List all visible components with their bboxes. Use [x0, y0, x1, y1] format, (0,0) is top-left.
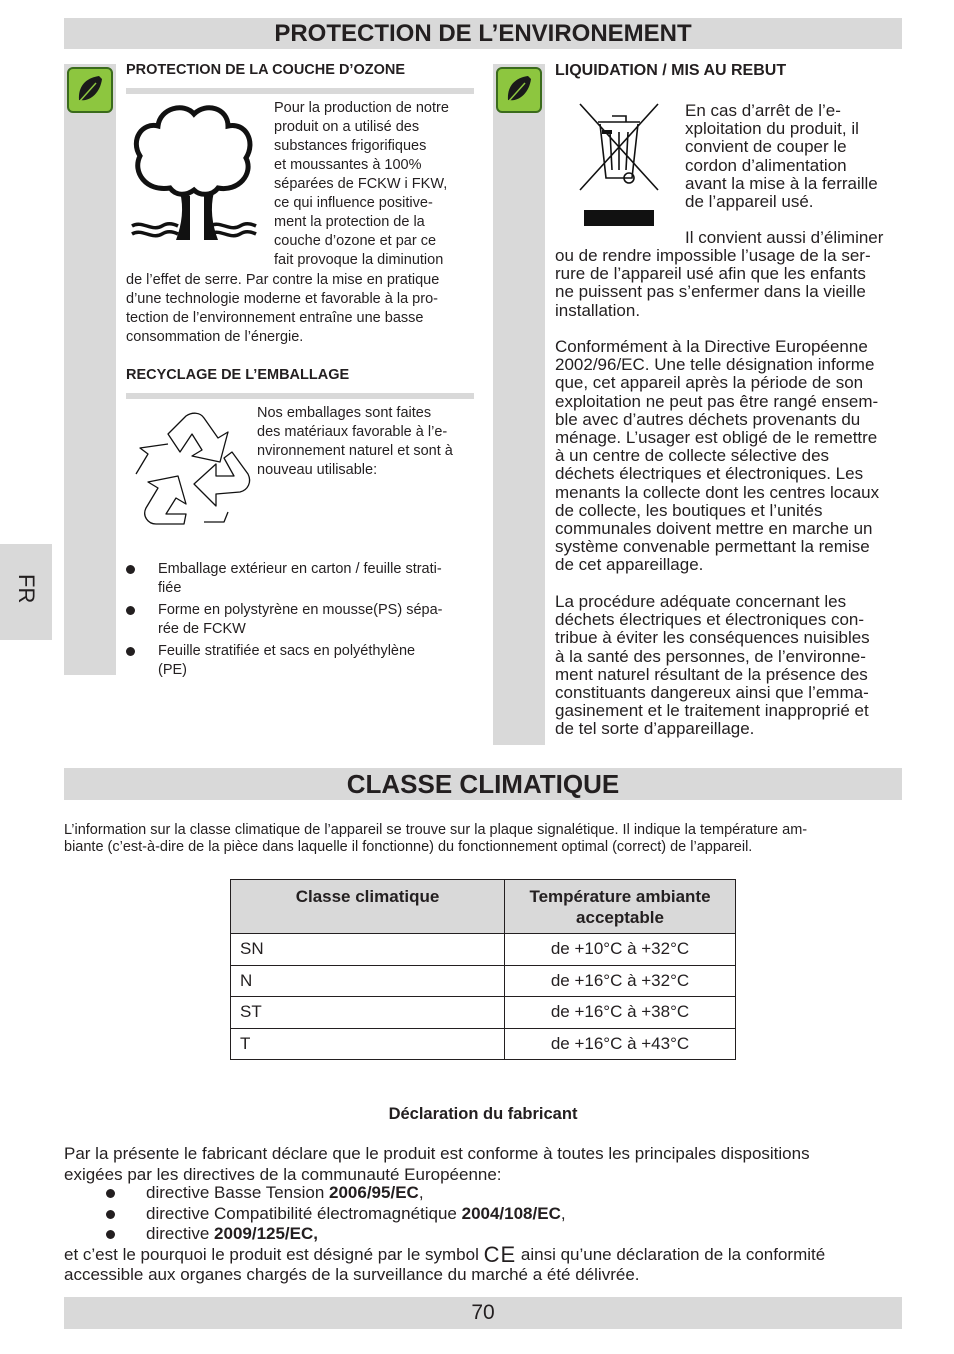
- disposal-heading: LIQUIDATION / MIS AU REBUT: [555, 62, 787, 79]
- disposal-line: cordon d’alimentation: [685, 155, 847, 175]
- table-header-cell: Classe climatique: [231, 880, 505, 934]
- disposal-line: rure de l’appareil usé afin que les enfants: [555, 264, 866, 284]
- climate-intro: [64, 822, 904, 855]
- disposal-line: 2002/96/EC. Une telle désignation informe: [555, 355, 875, 375]
- bullet-dot-icon: [106, 1210, 115, 1219]
- ce-text-after: ainsi qu’une déclaration de la conformité: [520, 1245, 826, 1264]
- table-cell: de +16°C à +32°C: [505, 965, 736, 997]
- directive-item: [146, 1224, 318, 1245]
- table-cell: de +16°C à +38°C: [505, 997, 736, 1029]
- ozone-line: de l’effet de serre. Par contre la mise en pratique: [126, 272, 440, 288]
- directive-code: 2004/108/EC: [461, 1204, 561, 1223]
- disposal-line: ou de rendre impossible l’usage de la ser-: [555, 246, 871, 265]
- declaration-last-line: accessible aux organes chargés de la surveillance du marché a été délivrée.: [64, 1265, 640, 1284]
- disposal-line: Conformément à la Directive Européenne: [555, 337, 868, 356]
- ozone-rule: [126, 88, 474, 94]
- directive-item: [146, 1204, 566, 1225]
- directive-item: [146, 1183, 424, 1204]
- recycling-line: nvironnement naturel et sont à: [257, 443, 453, 459]
- page-number: 70: [64, 1297, 902, 1329]
- ozone-line: ce qui influence positive-: [274, 195, 433, 211]
- bullet-line: Feuille stratifiée et sacs en polyéthylène: [158, 643, 416, 659]
- ce-mark-icon: CE: [483, 1242, 517, 1267]
- ozone-line: substances frigorifiques: [274, 138, 427, 154]
- language-tab: [0, 544, 52, 640]
- table-row: [231, 965, 736, 997]
- declaration-heading: Déclaration du fabricant: [388, 1105, 578, 1123]
- recycling-line: Nos emballages sont faites: [257, 405, 432, 421]
- ozone-text-right: [274, 99, 474, 270]
- recycling-line: des matériaux favorable à l’e-: [257, 424, 448, 440]
- bullet-line: Emballage extérieur en carton / feuille strati-: [158, 561, 442, 577]
- disposal-line: installation.: [555, 300, 641, 320]
- right-column-bar: [493, 64, 545, 745]
- table-row: [231, 934, 736, 966]
- disposal-line: à un centre de collecte sélective des: [555, 446, 830, 466]
- declaration-line: exigées par les directives de la communauté Européenne:: [64, 1165, 502, 1184]
- disposal-p2: [555, 247, 905, 320]
- table-cell: de +10°C à +32°C: [505, 934, 736, 966]
- recycling-line: nouveau utilisable:: [257, 462, 378, 478]
- bullet-dot-icon: [106, 1189, 115, 1198]
- table-cell: ST: [231, 997, 505, 1029]
- eco-leaf-icon: [67, 67, 113, 113]
- disposal-line: à la santé des personnes, de l’environne-: [555, 646, 866, 666]
- table-header-row: [231, 880, 736, 934]
- ozone-line: et moussantes à 100%: [274, 157, 422, 173]
- ozone-line: couche d’ozone et par ce: [274, 233, 437, 249]
- disposal-p2-first: Il convient aussi d’éliminer: [685, 228, 884, 247]
- bullet-line: Forme en polystyrène en mousse(PS) sépa-: [158, 602, 443, 618]
- bullet-dot-icon: [106, 1230, 115, 1239]
- bullet-dot-icon: [126, 606, 135, 615]
- ozone-line: ment la protection de la: [274, 214, 425, 230]
- disposal-line: que, cet appareil après la période de son: [555, 373, 864, 393]
- disposal-line: constituants dangereux ainsi que l’emma-: [555, 683, 869, 703]
- climate-table: [230, 879, 736, 1060]
- directive-text: directive Compatibilité électromagnétique: [146, 1204, 462, 1223]
- disposal-line: avant la mise à la ferraille: [685, 173, 878, 193]
- recycling-text: [257, 404, 477, 480]
- left-column-bar: [64, 64, 116, 675]
- directive-text: directive: [146, 1224, 215, 1243]
- bullet-dot-icon: [126, 647, 135, 656]
- climate-intro-line: L’information sur la classe climatique de l’appareil se trouve sur la plaque signalétique. Il indique la température am-: [64, 822, 808, 838]
- disposal-line: ment naturel résultant de la présence des: [555, 664, 868, 684]
- disposal-line: convient de couper le: [685, 137, 847, 157]
- disposal-line: de l’appareil usé.: [685, 192, 814, 212]
- disposal-line: de collecte, les boutiques et l’unités: [555, 500, 823, 520]
- directive-text: directive Basse Tension: [146, 1183, 330, 1202]
- disposal-line: déchets électriques et électroniques. Les: [555, 464, 864, 484]
- table-cell: N: [231, 965, 505, 997]
- crossed-bin-icon: [578, 102, 660, 228]
- disposal-line: exploitation ne peut pas être rangé ensem-: [555, 391, 879, 411]
- disposal-text-right: [685, 102, 900, 211]
- ozone-text-full: [126, 271, 476, 347]
- disposal-p4: [555, 593, 905, 739]
- ozone-line: produit on a utilisé des: [274, 119, 420, 135]
- disposal-line: système convenable permettant la remise: [555, 537, 870, 557]
- recycle-icon: [128, 408, 253, 530]
- disposal-line: tribue à éviter les conséquences nuisibles: [555, 628, 870, 648]
- ozone-heading: PROTECTION DE LA COUCHE D’OZONE: [126, 62, 405, 78]
- disposal-line: déchets électriques et électroniques con-: [555, 610, 865, 630]
- disposal-line: xploitation du produit, il: [685, 119, 859, 139]
- recycling-rule: [126, 393, 474, 399]
- ozone-line: séparées de FCKW i FKW,: [274, 176, 448, 192]
- ozone-line: Pour la production de notre: [274, 100, 449, 116]
- table-cell: T: [231, 1028, 505, 1060]
- disposal-line: ménage. L’usager est obligé de le remettre: [555, 428, 878, 448]
- bullet-line: rée de FCKW: [158, 621, 246, 637]
- bullet-line: fiée: [158, 580, 182, 596]
- recycling-bullet: [126, 601, 476, 639]
- climate-intro-line: biante (c’est-à-dire de la pièce dans laquelle il fonctionne) du fonctionnement optimal (correct) de l’appareil.: [64, 838, 753, 855]
- bullet-line: (PE): [158, 662, 187, 678]
- disposal-line: gasinement et le traitement inapproprié et: [555, 701, 869, 721]
- table-cell: SN: [231, 934, 505, 966]
- ozone-line: tection de l’environnement entraîne une basse: [126, 310, 424, 326]
- declaration-intro: [64, 1143, 904, 1185]
- ce-text-before: et c’est le pourquoi le produit est désigné par le symbol: [64, 1245, 479, 1264]
- directive-code: 2006/95/EC: [329, 1183, 419, 1202]
- table-cell: de +16°C à +43°C: [505, 1028, 736, 1060]
- recycling-bullet: [126, 642, 476, 680]
- table-header-cell: Température ambiante acceptable: [505, 880, 736, 934]
- eco-leaf-icon: [496, 67, 542, 113]
- disposal-line: ne puissent pas s’enfermer dans la vieille: [555, 282, 866, 302]
- disposal-p3: [555, 338, 905, 575]
- tree-icon: [128, 100, 258, 245]
- declaration-line: Par la présente le fabricant déclare que le produit est conforme à toutes les principales dispositions: [64, 1144, 810, 1163]
- ozone-line: fait provoque la diminution: [274, 252, 444, 268]
- language-tab-label: FR: [14, 574, 39, 604]
- ozone-line: d’une technologie moderne et favorable à la pro-: [126, 291, 438, 307]
- disposal-line: communales doivent mettre en marche un: [555, 519, 873, 539]
- bullet-dot-icon: [126, 565, 135, 574]
- table-row: [231, 997, 736, 1029]
- disposal-line: de tel sorte d’appareillage.: [555, 719, 755, 739]
- directive-punct: ,: [560, 1204, 566, 1223]
- recycling-bullet: [126, 560, 476, 598]
- disposal-line: ble avec d’autres déchets provenants du: [555, 409, 861, 429]
- environment-section-title: PROTECTION DE L’ENVIRONEMENT: [64, 18, 902, 49]
- ozone-line: consommation de l’énergie.: [126, 329, 304, 345]
- disposal-line: La procédure adéquate concernant les: [555, 592, 847, 611]
- table-row: [231, 1028, 736, 1060]
- disposal-line: En cas d’arrêt de l’e-: [685, 101, 841, 120]
- ce-line: [64, 1242, 914, 1267]
- climate-section-title: CLASSE CLIMATIQUE: [64, 768, 902, 800]
- recycling-heading: RECYCLAGE DE L’EMBALLAGE: [126, 367, 350, 383]
- directive-punct: ,: [418, 1183, 424, 1202]
- disposal-line: menants la collecte dont les centres locaux: [555, 482, 880, 502]
- disposal-line: de cet appareillage.: [555, 555, 704, 575]
- directive-code: 2009/125/EC,: [214, 1224, 318, 1243]
